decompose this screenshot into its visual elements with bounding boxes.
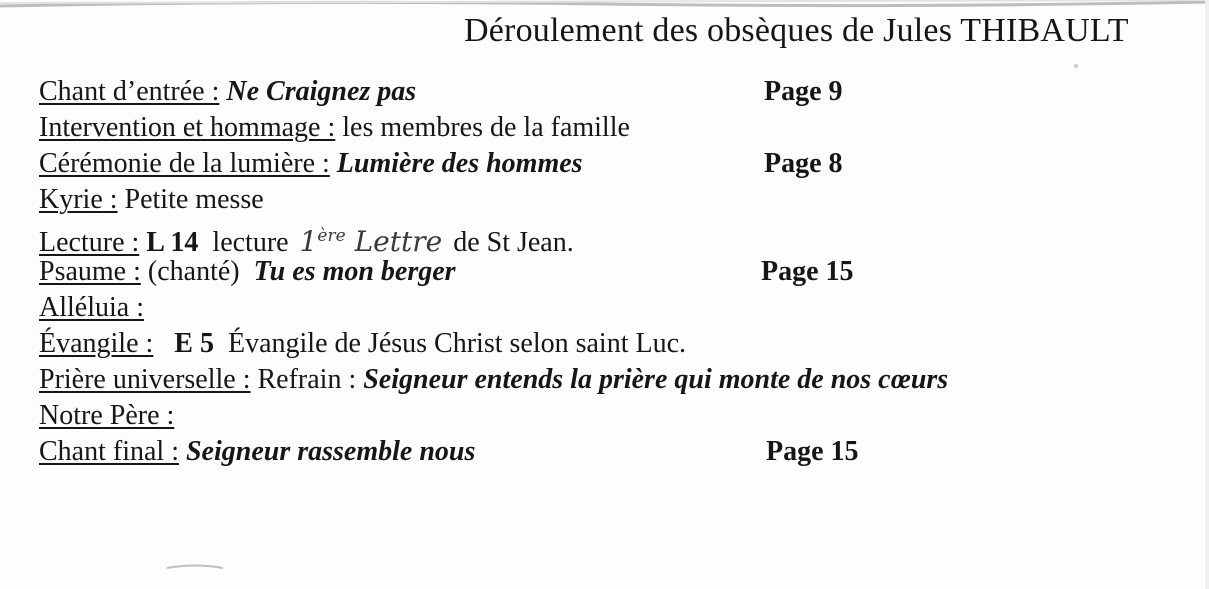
label-notre-pere: Notre Père :: [39, 400, 175, 431]
intervention-detail: les membres de la famille: [342, 112, 630, 143]
kyrie-detail: Petite messe: [124, 184, 264, 215]
label-priere-universelle: Prière universelle :: [39, 364, 251, 395]
label-chant-final: Chant final :: [39, 436, 179, 467]
line-psaume: [39, 254, 1199, 290]
label-kyrie: Kyrie :: [39, 184, 118, 215]
label-ceremonie-lumiere: Cérémonie de la lumière :: [39, 148, 330, 179]
line-kyrie: [39, 182, 1199, 218]
evangile-code: E 5: [174, 328, 214, 359]
line-alleluia: [39, 290, 1199, 326]
line-priere-universelle: [39, 362, 1199, 398]
label-chant-entree: Chant d’entrée :: [39, 76, 220, 107]
handwritten-number: 1: [299, 225, 318, 258]
page-ref-psaume: Page 15: [761, 256, 854, 287]
line-lecture: [39, 218, 1199, 258]
song-title-psaume: Tu es mon berger: [253, 256, 456, 287]
refrain-prefix: Refrain :: [257, 364, 357, 395]
evangile-detail: Évangile de Jésus Christ selon saint Luc.: [227, 328, 687, 359]
line-chant-entree: [39, 74, 1199, 110]
ceremony-program: [39, 74, 1199, 470]
label-intervention: Intervention et hommage :: [39, 112, 336, 143]
handwritten-word: Lettre: [354, 225, 443, 258]
line-intervention: [39, 110, 1199, 146]
song-title-final: Seigneur rassemble nous: [185, 436, 476, 467]
page-ref-final: Page 15: [766, 436, 859, 467]
document-title: Déroulement des obsèques de Jules THIBAULT: [464, 12, 1129, 49]
label-alleluia: Alléluia :: [39, 292, 144, 323]
line-evangile: [39, 326, 1199, 362]
line-notre-pere: [39, 398, 1199, 434]
page-ref-entree: Page 9: [764, 76, 843, 107]
paper-right-edge-shadow: [1188, 0, 1209, 589]
lecture-word: lecture: [212, 227, 289, 258]
lecture-code: L 14: [146, 227, 199, 258]
line-ceremonie-lumiere: [39, 146, 1199, 182]
spacer: [118, 184, 125, 215]
refrain-text: Seigneur entends la prière qui monte de nos cœurs: [363, 364, 949, 395]
spacer: [330, 148, 337, 179]
spacer: [153, 328, 160, 359]
page-ref-lumiere: Page 8: [764, 148, 843, 179]
song-title-lumiere: Lumière des hommes: [336, 148, 583, 179]
label-psaume: Psaume :: [39, 256, 141, 287]
spacer: [141, 256, 148, 287]
psaume-note: (chanté): [147, 256, 240, 287]
song-title-entree: Ne Craignez pas: [226, 76, 417, 107]
scan-smudge: [165, 562, 225, 572]
spacer: [179, 436, 186, 467]
lecture-source: de St Jean.: [453, 227, 574, 258]
label-lecture: Lecture :: [39, 227, 140, 258]
scan-speck: [1072, 62, 1082, 70]
line-chant-final: [39, 434, 1199, 470]
handwritten-suffix: ère: [317, 226, 346, 246]
label-evangile: Évangile :: [39, 328, 154, 359]
